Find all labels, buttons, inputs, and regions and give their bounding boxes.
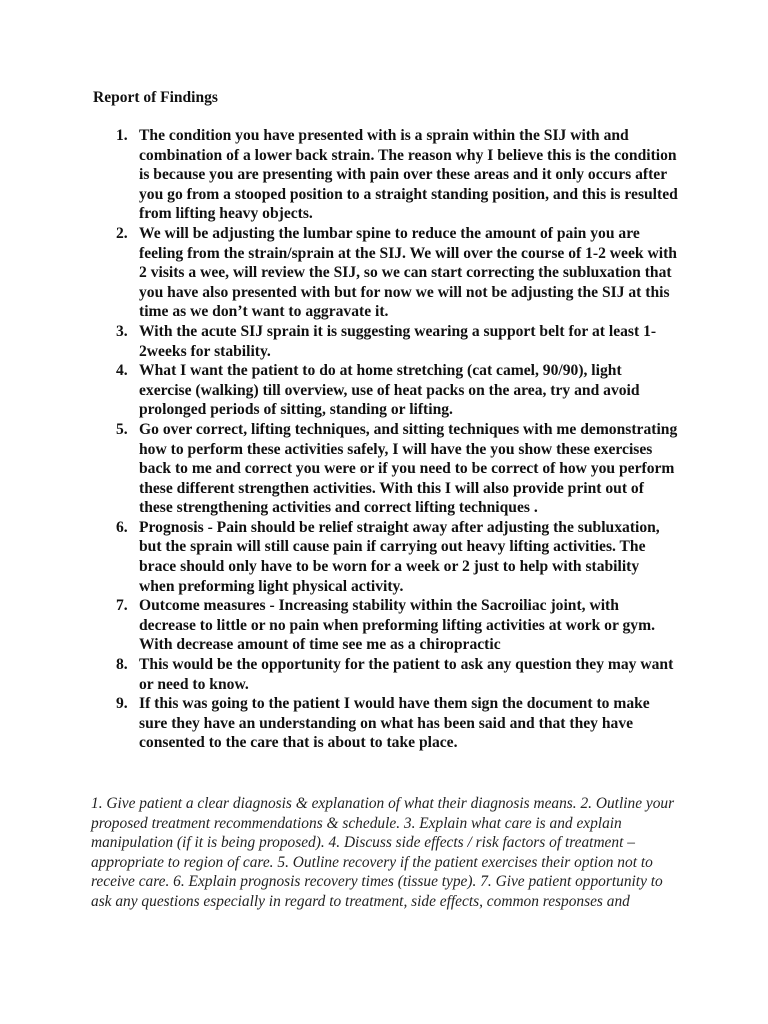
item-number: 8. bbox=[116, 656, 128, 674]
report-title: Report of Findings bbox=[93, 89, 218, 106]
finding-item bbox=[108, 518, 678, 596]
item-number: 2. bbox=[116, 224, 128, 242]
item-text: Outcome measures - Increasing stability within the Sacroiliac joint, with decrease to little or no pain when preforming lifting activities at work or gym. With decrease amount of time see me as a chiropractic bbox=[139, 597, 655, 654]
item-text: The condition you have presented with is a sprain within the SIJ with and combination of a lower back strain. The reason why I believe this is the condition is because you are presenting with pain over these areas and it only occurs after you go from a stooped position to a straight standing position, and this is resulted from lifting heavy objects. bbox=[139, 127, 678, 223]
item-number: 9. bbox=[116, 695, 128, 713]
item-number: 7. bbox=[116, 597, 128, 615]
finding-item bbox=[108, 126, 678, 224]
item-text: Go over correct, lifting techniques, and sitting techniques with me demonstrating how to perform these activities safely, I will have the you show these exercises back to me and correct you were or if you need to be correct of how you perform these different strengthen activities. With this I will also provide print out of these strengthening activities and correct lifting techniques . bbox=[139, 420, 678, 517]
finding-item bbox=[108, 322, 678, 361]
item-text: This would be the opportunity for the patient to ask any question they may want or need to know. bbox=[139, 656, 674, 693]
finding-item bbox=[108, 694, 678, 753]
finding-item bbox=[108, 655, 678, 694]
item-number: 4. bbox=[116, 362, 128, 380]
item-text: We will be adjusting the lumbar spine to reduce the amount of pain you are feeling from the strain/sprain at the SIJ. We will over the course of 1-2 week with 2 visits a wee, will review the SIJ, so we can start correcting the subluxation that you have also presented with but for now we will not be adjusting the SIJ at this time as we don’t want to aggravate it. bbox=[139, 224, 677, 321]
findings-list bbox=[108, 126, 678, 753]
item-text: Prognosis - Pain should be relief straight away after adjusting the subluxation, but the sprain will still cause pain if carrying out heavy lifting activities. The brace should only have to be worn for a week or 2 just to help with stability when preforming light physical activity. bbox=[139, 518, 660, 595]
item-number: 6. bbox=[116, 518, 128, 536]
guidelines-paragraph: 1. Give patient a clear diagnosis & explanation of what their diagnosis means. 2. Outline your proposed treatment recommendations & schedule. 3. Explain what care is and explain manipulation (if it is being proposed). 4. Discuss side effects / risk factors of treatment – appropriate to region of care. 5. Outline recovery if the patient exercises their option not to receive care. 6. Explain prognosis recovery times (tissue type). 7. Give patient opportunity to ask any questions especially in regard to treatment, side effects, common responses and bbox=[91, 795, 675, 910]
finding-item bbox=[108, 224, 678, 322]
item-text: With the acute SIJ sprain it is suggesting wearing a support belt for at least 1-2weeks for stability. bbox=[139, 322, 657, 360]
finding-item bbox=[108, 361, 678, 420]
item-text: What I want the patient to do at home stretching (cat camel, 90/90), light exercise (walking) till overview, use of heat packs on the area, try and avoid prolonged periods of sitting, standing or lifting. bbox=[139, 362, 640, 419]
finding-item bbox=[108, 596, 678, 655]
finding-item bbox=[108, 420, 678, 518]
item-number: 5. bbox=[116, 420, 128, 438]
item-number: 3. bbox=[116, 322, 128, 340]
item-number: 1. bbox=[116, 127, 128, 144]
item-text: If this was going to the patient I would have them sign the document to make sure they have an understanding on what has been said and that they have consented to the care that is about to take place. bbox=[139, 695, 650, 752]
